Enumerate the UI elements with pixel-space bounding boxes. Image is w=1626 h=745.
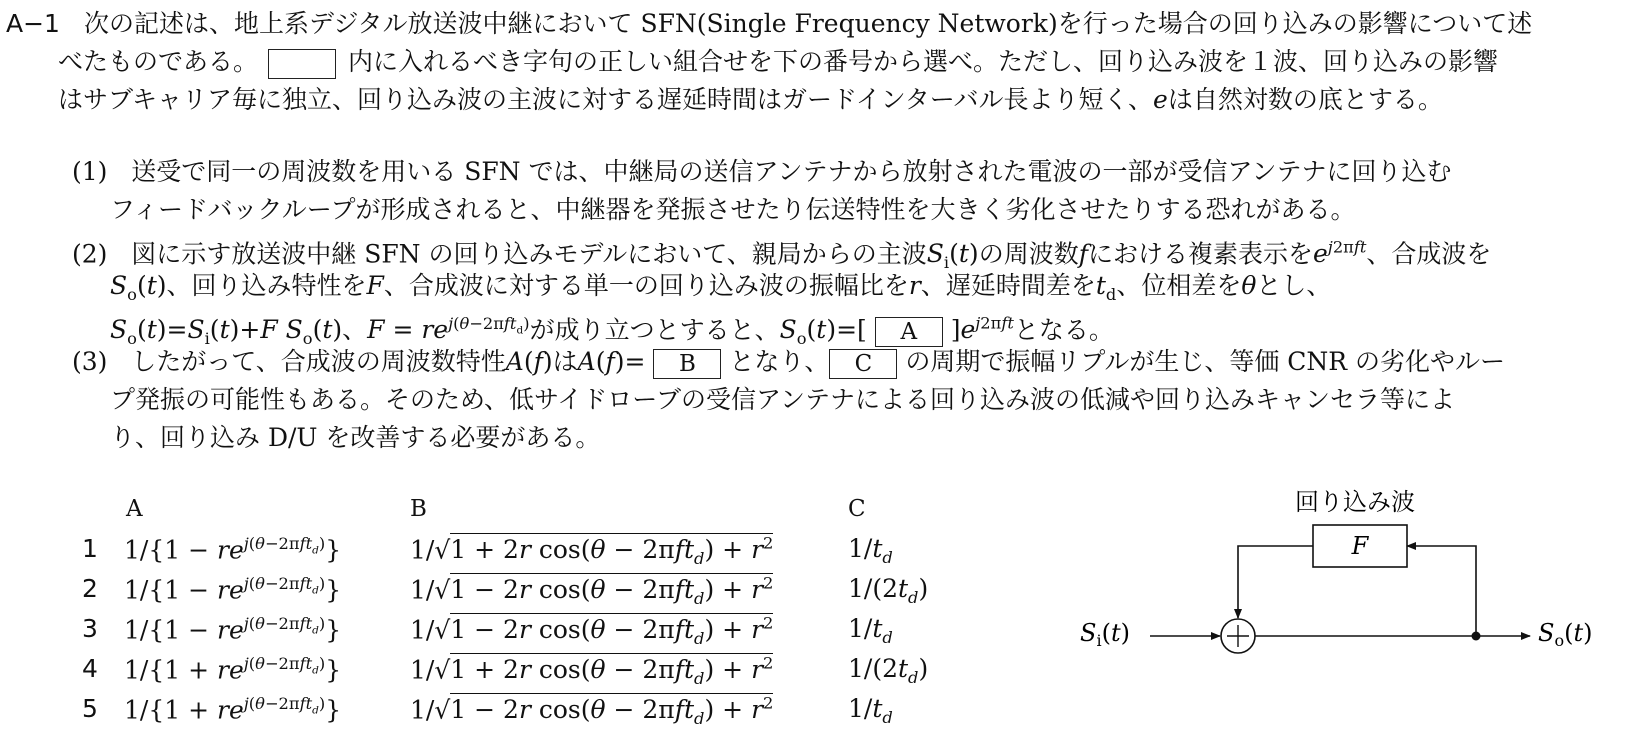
header-c: C <box>848 496 866 522</box>
choice-number-1: 1 <box>82 534 98 563</box>
item-2-line-1: (2) 図に示す放送波中継 SFN の回り込みモデルにおいて、親局からの主波$S_i(t)$の周波数fにおける複素表示を$e^{j2\pi ft}$、合成波を <box>72 238 1492 273</box>
intro-line-1: 次の記述は、地上系デジタル放送波中継において SFN(Single Frequency Network)を行った場合の回り込みの影響について述 <box>84 9 1533 38</box>
choice-b-4: 1/√1 + 2r $\cos(\theta - 2\pi ft_d) + r^2$ <box>410 654 774 689</box>
choice-c-5: $1/t_d$ <box>848 694 893 727</box>
feedback-block-label: F <box>1351 532 1369 560</box>
choice-b-2: 1/√1 − 2r $\cos(\theta - 2\pi ft_d) + r^2$ <box>410 574 774 609</box>
choice-a-3: $1/\{1 - re^{j(\theta-2\pi ft_d)}\}$ <box>124 614 342 645</box>
item-2-line-2: $S_o(t)$、回り込み特性をF、合成波に対する単一の回り込み波の振幅比をr、遅延時間差を$t_d$、位相差をθとし、 <box>110 271 1332 304</box>
choice-b-1: 1/√1 + 2r $\cos(\theta - 2\pi ft_d) + r^2$ <box>410 534 774 569</box>
choice-c-1: $1/t_d$ <box>848 534 893 567</box>
choice-a-4: $1/\{1 + re^{j(\theta-2\pi ft_d)}\}$ <box>124 654 342 685</box>
item-1-line-2: フィードバックループが形成されると、中継器を発振させたり伝送特性を大きく劣化させたりする恐れがある。 <box>110 195 1356 224</box>
choice-c-2: $1/(2t_d)$ <box>848 574 929 607</box>
choice-c-3: $1/t_d$ <box>848 614 893 647</box>
item-1-line-1: (1) 送受で同一の周波数を用いる SFN では、中継局の送信アンテナから放射された電波の一部が受信アンテナに回り込む <box>72 157 1452 186</box>
item-3-line-1: (3) したがって、合成波の周波数特性A(f)はA(f)= B となり、 C の周期で振幅リプルが生じ、等価 CNR の劣化やルー <box>72 347 1506 377</box>
question-label: A−1 <box>6 9 60 38</box>
output-label: $S_o(t)$ <box>1538 619 1593 650</box>
blank-b-box: B <box>653 349 721 379</box>
choice-number-3: 3 <box>82 614 98 643</box>
intro-line-2: べたものである。 内に入れるべき字句の正しい組合せを下の番号から選べ。ただし、回り込み波を１波、回り込みの影響 <box>58 46 1498 79</box>
blank-c-box: C <box>829 349 897 379</box>
item-3-line-2: プ発振の可能性もある。そのため、低サイドローブの受信アンテナによる回り込み波の低減や回り込みキャンセラ等によ <box>110 385 1456 414</box>
choice-number-2: 2 <box>82 574 98 603</box>
diagram-title: 回り込み波 <box>1295 488 1415 516</box>
feedback-diagram <box>1080 480 1626 680</box>
choice-b-3: 1/√1 − 2r $\cos(\theta - 2\pi ft_d) + r^2$ <box>410 614 774 649</box>
item-3-line-3: り、回り込み D/U を改善する必要がある。 <box>110 423 601 452</box>
choice-c-4: $1/(2t_d)$ <box>848 654 929 687</box>
input-label: $S_i(t)$ <box>1080 619 1130 650</box>
blank-a-box: A <box>875 317 943 347</box>
intro-line-3: はサブキャリア毎に独立、回り込み波の主波に対する遅延時間はガードインターバル長より短く、eは自然対数の底とする。 <box>58 85 1443 114</box>
choice-a-1: $1/\{1 - re^{j(\theta-2\pi ft_d)}\}$ <box>124 534 342 565</box>
item-2-line-3: $S_o(t)=S_i(t)+F$ $S_o(t)$、$F = re^{j(\theta-2\pi ft_d)}$が成り立つとすると、$S_o(t)=$[ A ]$e^{j2\pi ft}$となる。 <box>110 314 1114 349</box>
choice-a-5: $1/\{1 + re^{j(\theta-2\pi ft_d)}\}$ <box>124 694 342 725</box>
choice-b-5: 1/√1 − 2r $\cos(\theta - 2\pi ft_d) + r^2$ <box>410 694 774 729</box>
choice-number-5: 5 <box>82 694 98 723</box>
choice-number-4: 4 <box>82 654 98 683</box>
header-a: A <box>126 496 143 522</box>
header-b: B <box>410 496 427 522</box>
blank-box-header <box>268 49 336 79</box>
choice-a-2: $1/\{1 - re^{j(\theta-2\pi ft_d)}\}$ <box>124 574 342 605</box>
